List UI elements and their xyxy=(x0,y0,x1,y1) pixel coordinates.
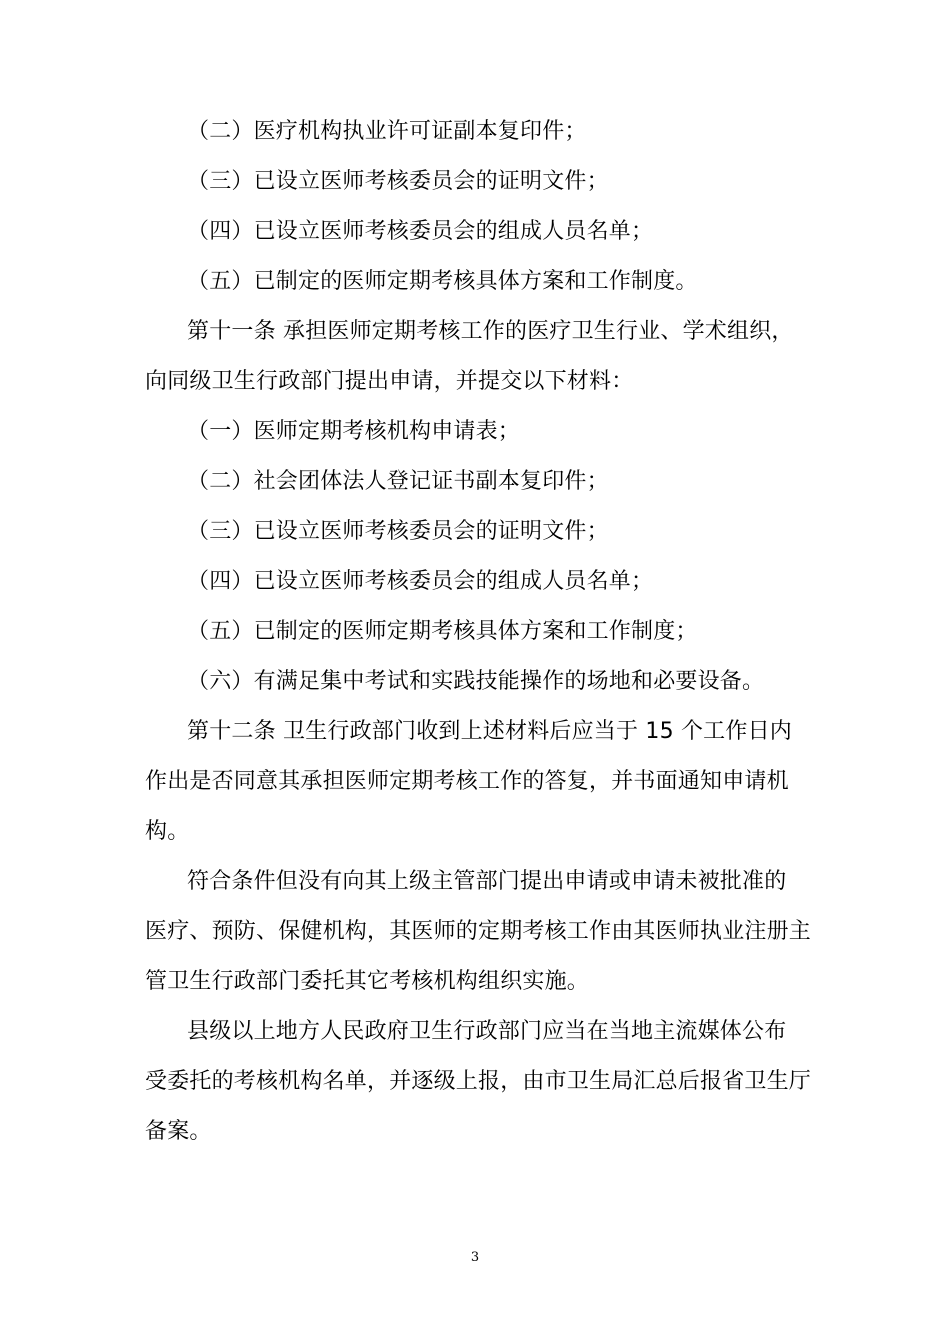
text-line: 县级以上地方人民政府卫生行政部门应当在当地主流媒体公布 xyxy=(187,1019,787,1044)
text-line: 构。 xyxy=(145,819,190,844)
text-line: 向同级卫生行政部门提出申请，并提交以下材料： xyxy=(145,369,634,394)
text-line: （五）已制定的医师定期考核具体方案和工作制度。 xyxy=(187,269,698,294)
text-line: 作出是否同意其承担医师定期考核工作的答复，并书面通知申请机 xyxy=(145,769,789,794)
text-line: 备案。 xyxy=(145,1119,212,1144)
text-line: （三）已设立医师考核委员会的证明文件； xyxy=(187,169,609,194)
text-line: （四）已设立医师考核委员会的组成人员名单； xyxy=(187,569,654,594)
text-line: （六）有满足集中考试和实践技能操作的场地和必要设备。 xyxy=(187,669,765,694)
text-line: （五）已制定的医师定期考核具体方案和工作制度； xyxy=(187,619,698,644)
text-line: （三）已设立医师考核委员会的证明文件； xyxy=(187,519,609,544)
text-line: 管卫生行政部门委托其它考核机构组织实施。 xyxy=(145,969,590,994)
page-number: 3 xyxy=(470,1250,480,1265)
text-line: 符合条件但没有向其上级主管部门提出申请或申请未被批准的 xyxy=(187,869,787,894)
article-heading-line: 第十二条 卫生行政部门收到上述材料后应当于 15 个工作日内 xyxy=(187,719,792,744)
text-line: （一）医师定期考核机构申请表； xyxy=(187,419,521,444)
article-heading-line: 第十一条 承担医师定期考核工作的医疗卫生行业、学术组织， xyxy=(187,319,794,344)
text-line: （二）社会团体法人登记证书副本复印件； xyxy=(187,469,609,494)
text-line: 受委托的考核机构名单，并逐级上报，由市卫生局汇总后报省卫生厅 xyxy=(145,1069,812,1094)
text-line: （二）医疗机构执业许可证副本复印件； xyxy=(187,119,587,144)
text-line: 医疗、预防、保健机构，其医师的定期考核工作由其医师执业注册主 xyxy=(145,919,812,944)
text-line: （四）已设立医师考核委员会的组成人员名单； xyxy=(187,219,654,244)
